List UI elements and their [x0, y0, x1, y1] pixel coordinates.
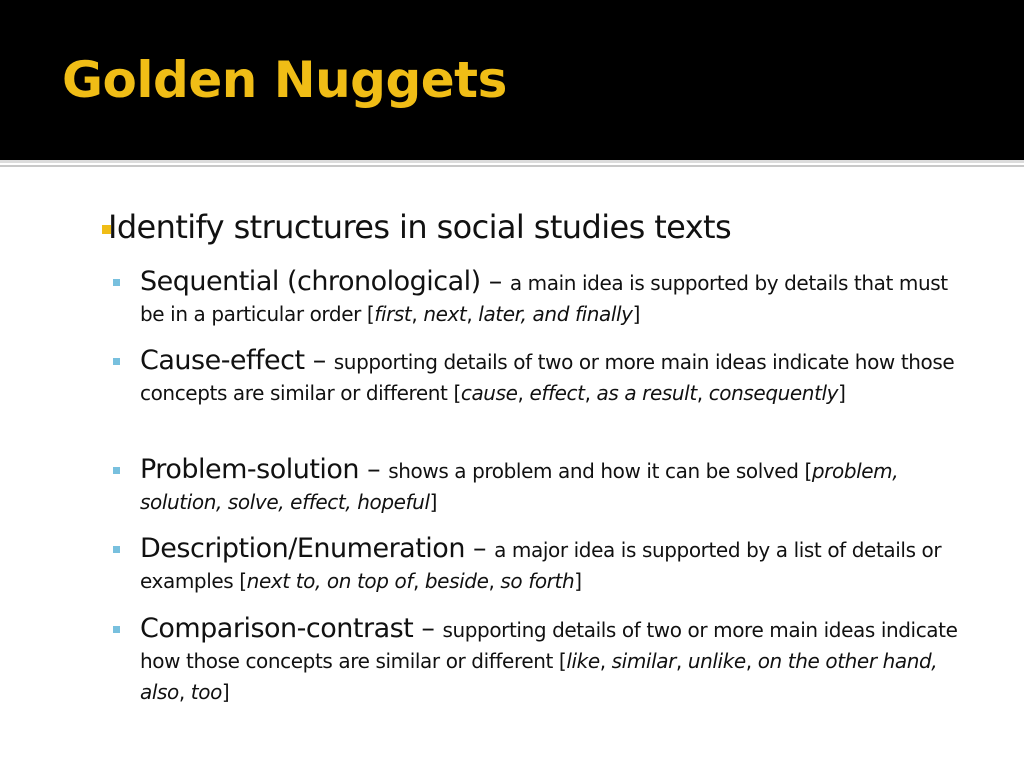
item-description: a major idea is supported by a list of details or examples [ [140, 538, 942, 593]
item-keyword: next [423, 302, 467, 326]
item-separator: , [488, 569, 501, 593]
title-band [0, 0, 1024, 160]
item-keyword: too [190, 680, 222, 704]
level2-bullet-marker [113, 546, 120, 553]
item-dash: – [464, 533, 495, 564]
item-description: shows a problem and how it can be solved [ [388, 459, 812, 483]
item-term: Description/Enumeration [140, 533, 465, 564]
item-dash: – [304, 345, 334, 376]
item-keyword: problem, solution, solve, effect, hopeful [140, 459, 899, 514]
list-item-comparison-contrast [140, 613, 976, 708]
item-separator: , [599, 649, 612, 673]
item-close: ] [632, 302, 641, 326]
item-separator: , [466, 302, 479, 326]
item-description: supporting details of two or more main ideas indicate how those concepts are similar or different [ [140, 618, 958, 673]
item-close: ] [574, 569, 582, 593]
item-keyword: unlike [687, 649, 746, 673]
level2-bullet-marker [113, 626, 120, 633]
level2-bullet-marker [113, 467, 120, 474]
list-item-problem-solution [140, 454, 976, 518]
item-keyword: consequently [708, 381, 839, 405]
level1-bullet-text: Identify structures in social studies texts [108, 208, 732, 246]
item-separator: , [178, 680, 191, 704]
item-dash: – [413, 613, 443, 644]
item-close: ] [429, 490, 438, 514]
item-term: Cause-effect [140, 345, 305, 376]
item-keyword: as a result [596, 381, 697, 405]
item-term: Comparison-contrast [140, 613, 414, 644]
item-keyword: next to, on top of [246, 569, 413, 593]
item-term: Problem-solution [140, 454, 360, 485]
list-item-sequential [140, 266, 976, 330]
title-divider-secondary [0, 165, 1024, 167]
item-keyword: cause [460, 381, 518, 405]
item-description: supporting details of two or more main ideas indicate how those concepts are similar or different [ [140, 350, 955, 405]
item-keyword: first [374, 302, 412, 326]
item-separator: , [517, 381, 530, 405]
item-keyword: beside [424, 569, 489, 593]
item-separator: , [412, 569, 425, 593]
slide-title: Golden Nuggets [62, 51, 507, 109]
item-separator: , [411, 302, 424, 326]
item-keyword: so forth [500, 569, 575, 593]
item-term: Sequential (chronological) [140, 266, 481, 297]
item-keyword: similar [611, 649, 676, 673]
title-divider [0, 160, 1024, 163]
list-item-cause-effect [140, 345, 976, 409]
item-dash: – [480, 266, 510, 297]
item-separator: , [584, 381, 597, 405]
level2-bullet-marker [113, 358, 120, 365]
item-keyword: effect [529, 381, 585, 405]
item-separator: , [696, 381, 709, 405]
item-separator: , [675, 649, 688, 673]
list-item-description-enumeration [140, 533, 976, 597]
item-keyword: like [566, 649, 600, 673]
item-dash: – [359, 454, 389, 485]
item-keyword: later, and finally [478, 302, 633, 326]
item-keyword: on the other hand, also [140, 649, 938, 704]
item-close: ] [221, 680, 230, 704]
item-close: ] [838, 381, 846, 405]
item-separator: , [745, 649, 758, 673]
item-description: a main idea is supported by details that must be in a particular order [ [140, 271, 948, 326]
level2-bullet-marker [113, 279, 120, 286]
